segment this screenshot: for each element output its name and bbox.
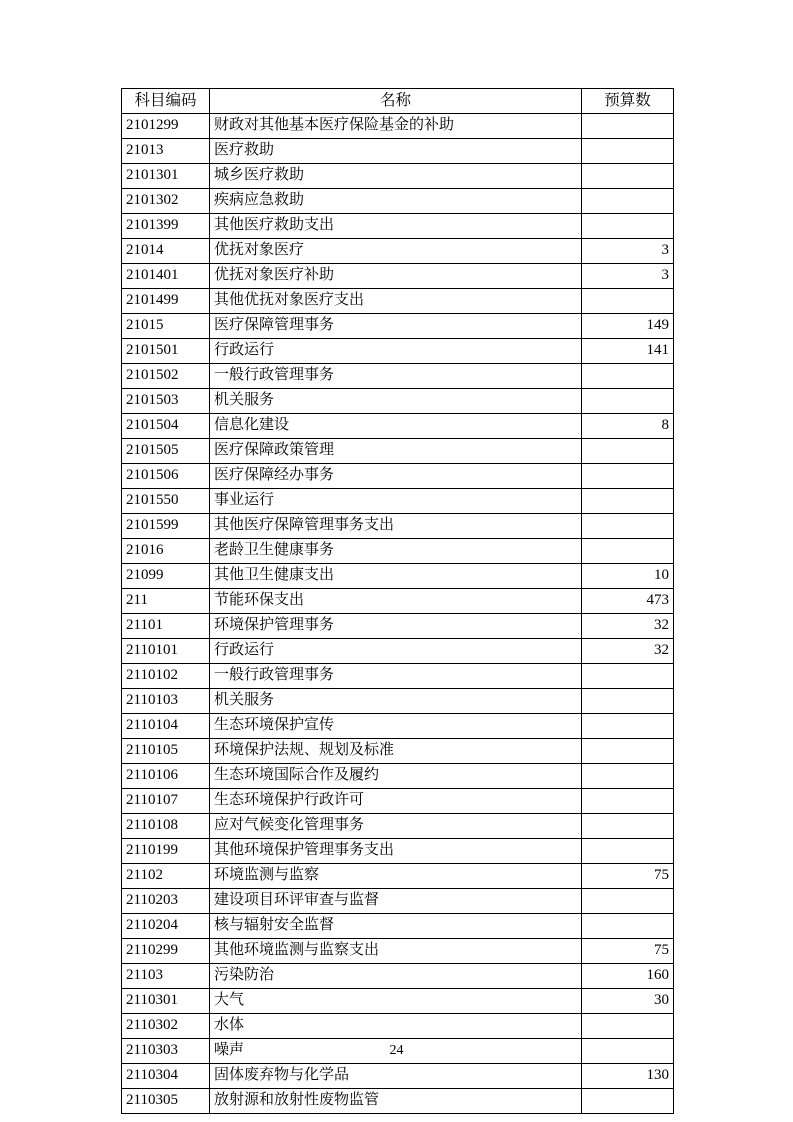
cell-code: 21101 — [122, 614, 210, 639]
table-row — [122, 539, 674, 564]
cell-name: 节能环保支出 — [210, 589, 582, 614]
cell-amount: 75 — [582, 939, 674, 964]
cell-code: 2110204 — [122, 914, 210, 939]
table-row — [122, 939, 674, 964]
cell-name: 环境保护法规、规划及标准 — [210, 739, 582, 764]
cell-amount — [582, 539, 674, 564]
cell-name: 医疗保障经办事务 — [210, 464, 582, 489]
cell-amount: 8 — [582, 414, 674, 439]
cell-amount — [582, 439, 674, 464]
cell-name: 优抚对象医疗 — [210, 239, 582, 264]
cell-code: 2101499 — [122, 289, 210, 314]
cell-name: 噪声 — [210, 1039, 582, 1064]
cell-code: 2101302 — [122, 189, 210, 214]
table-row — [122, 889, 674, 914]
table-row — [122, 514, 674, 539]
cell-code: 2110305 — [122, 1089, 210, 1114]
table-row — [122, 839, 674, 864]
cell-amount — [582, 139, 674, 164]
cell-code: 2101506 — [122, 464, 210, 489]
cell-name: 一般行政管理事务 — [210, 664, 582, 689]
cell-amount: 75 — [582, 864, 674, 889]
table-body — [122, 114, 674, 1114]
cell-code: 2101299 — [122, 114, 210, 139]
table-row — [122, 464, 674, 489]
table-row — [122, 739, 674, 764]
cell-name: 其他医疗救助支出 — [210, 214, 582, 239]
table-header — [122, 89, 674, 114]
cell-amount — [582, 514, 674, 539]
table-row — [122, 664, 674, 689]
cell-code: 2101301 — [122, 164, 210, 189]
cell-name: 信息化建设 — [210, 414, 582, 439]
table-row — [122, 264, 674, 289]
cell-name: 医疗保障政策管理 — [210, 439, 582, 464]
cell-amount — [582, 189, 674, 214]
table-row — [122, 314, 674, 339]
table-row — [122, 764, 674, 789]
cell-code: 21016 — [122, 539, 210, 564]
cell-name: 城乡医疗救助 — [210, 164, 582, 189]
cell-amount: 141 — [582, 339, 674, 364]
cell-code: 2101401 — [122, 264, 210, 289]
cell-name: 其他医疗保障管理事务支出 — [210, 514, 582, 539]
cell-name: 机关服务 — [210, 689, 582, 714]
cell-amount — [582, 489, 674, 514]
table-row — [122, 239, 674, 264]
cell-amount — [582, 389, 674, 414]
budget-table-container — [121, 88, 673, 1114]
table-row — [122, 789, 674, 814]
cell-amount — [582, 364, 674, 389]
table-row — [122, 439, 674, 464]
column-header-code: 科目编码 — [122, 89, 210, 114]
table-row — [122, 489, 674, 514]
cell-name: 其他环境保护管理事务支出 — [210, 839, 582, 864]
cell-amount — [582, 1089, 674, 1114]
budget-table — [121, 88, 674, 1114]
cell-name: 医疗救助 — [210, 139, 582, 164]
table-row — [122, 589, 674, 614]
cell-code: 2110101 — [122, 639, 210, 664]
cell-name: 行政运行 — [210, 339, 582, 364]
table-row — [122, 414, 674, 439]
table-row — [122, 214, 674, 239]
cell-amount: 149 — [582, 314, 674, 339]
cell-amount — [582, 289, 674, 314]
table-row — [122, 114, 674, 139]
cell-code: 2101599 — [122, 514, 210, 539]
cell-amount — [582, 889, 674, 914]
table-row — [122, 689, 674, 714]
table-row — [122, 1064, 674, 1089]
cell-name: 建设项目环评审查与监督 — [210, 889, 582, 914]
cell-code: 2110105 — [122, 739, 210, 764]
table-row — [122, 164, 674, 189]
cell-name: 大气 — [210, 989, 582, 1014]
table-row — [122, 914, 674, 939]
cell-code: 21103 — [122, 964, 210, 989]
table-row — [122, 864, 674, 889]
cell-code: 21102 — [122, 864, 210, 889]
cell-name: 水体 — [210, 1014, 582, 1039]
cell-name: 生态环境国际合作及履约 — [210, 764, 582, 789]
cell-amount: 3 — [582, 239, 674, 264]
cell-code: 2101502 — [122, 364, 210, 389]
cell-code: 2110299 — [122, 939, 210, 964]
cell-code: 2110203 — [122, 889, 210, 914]
cell-code: 21013 — [122, 139, 210, 164]
cell-code: 2101505 — [122, 439, 210, 464]
cell-amount — [582, 839, 674, 864]
cell-code: 2110301 — [122, 989, 210, 1014]
cell-name: 其他环境监测与监察支出 — [210, 939, 582, 964]
cell-code: 2110107 — [122, 789, 210, 814]
cell-name: 其他卫生健康支出 — [210, 564, 582, 589]
column-header-amount: 预算数 — [582, 89, 674, 114]
cell-name: 污染防治 — [210, 964, 582, 989]
table-row — [122, 564, 674, 589]
cell-code: 21099 — [122, 564, 210, 589]
cell-amount: 10 — [582, 564, 674, 589]
cell-amount — [582, 739, 674, 764]
cell-amount: 473 — [582, 589, 674, 614]
table-row — [122, 989, 674, 1014]
cell-amount — [582, 214, 674, 239]
table-row — [122, 614, 674, 639]
cell-amount: 160 — [582, 964, 674, 989]
cell-name: 生态环境保护宣传 — [210, 714, 582, 739]
cell-name: 生态环境保护行政许可 — [210, 789, 582, 814]
cell-name: 核与辐射安全监督 — [210, 914, 582, 939]
cell-amount — [582, 164, 674, 189]
cell-amount — [582, 664, 674, 689]
cell-amount: 32 — [582, 614, 674, 639]
cell-name: 固体废弃物与化学品 — [210, 1064, 582, 1089]
cell-amount — [582, 789, 674, 814]
table-row — [122, 1014, 674, 1039]
table-row — [122, 364, 674, 389]
cell-amount: 30 — [582, 989, 674, 1014]
table-row — [122, 714, 674, 739]
table-row — [122, 639, 674, 664]
cell-name: 放射源和放射性废物监管 — [210, 1089, 582, 1114]
table-row — [122, 289, 674, 314]
table-row — [122, 139, 674, 164]
cell-name: 老龄卫生健康事务 — [210, 539, 582, 564]
cell-code: 2101399 — [122, 214, 210, 239]
cell-amount: 3 — [582, 264, 674, 289]
cell-name: 其他优抚对象医疗支出 — [210, 289, 582, 314]
cell-name: 环境监测与监察 — [210, 864, 582, 889]
cell-name: 优抚对象医疗补助 — [210, 264, 582, 289]
cell-code: 2110303 — [122, 1039, 210, 1064]
cell-name: 环境保护管理事务 — [210, 614, 582, 639]
cell-code: 2101550 — [122, 489, 210, 514]
cell-code: 21014 — [122, 239, 210, 264]
cell-code: 2110103 — [122, 689, 210, 714]
cell-amount: 32 — [582, 639, 674, 664]
table-row — [122, 964, 674, 989]
cell-code: 2110104 — [122, 714, 210, 739]
table-row — [122, 389, 674, 414]
page-number: 24 — [389, 1043, 404, 1058]
cell-code: 2101504 — [122, 414, 210, 439]
cell-name: 一般行政管理事务 — [210, 364, 582, 389]
cell-name: 医疗保障管理事务 — [210, 314, 582, 339]
cell-code: 2101501 — [122, 339, 210, 364]
cell-name: 事业运行 — [210, 489, 582, 514]
cell-code: 2101503 — [122, 389, 210, 414]
cell-code: 2110302 — [122, 1014, 210, 1039]
cell-code: 2110102 — [122, 664, 210, 689]
cell-code: 211 — [122, 589, 210, 614]
cell-amount — [582, 764, 674, 789]
table-row — [122, 814, 674, 839]
table-row — [122, 1089, 674, 1114]
cell-code: 2110304 — [122, 1064, 210, 1089]
column-header-name: 名称 — [210, 89, 582, 114]
cell-amount — [582, 814, 674, 839]
cell-amount — [582, 464, 674, 489]
table-header-row — [122, 89, 674, 114]
cell-amount — [582, 1014, 674, 1039]
cell-amount — [582, 689, 674, 714]
table-row — [122, 189, 674, 214]
cell-name: 应对气候变化管理事务 — [210, 814, 582, 839]
table-row — [122, 339, 674, 364]
cell-amount — [582, 114, 674, 139]
cell-amount: 130 — [582, 1064, 674, 1089]
cell-code: 2110106 — [122, 764, 210, 789]
cell-code: 2110199 — [122, 839, 210, 864]
cell-name: 行政运行 — [210, 639, 582, 664]
cell-amount — [582, 714, 674, 739]
cell-code: 2110108 — [122, 814, 210, 839]
cell-name: 财政对其他基本医疗保险基金的补助 — [210, 114, 582, 139]
cell-code: 21015 — [122, 314, 210, 339]
cell-name: 疾病应急救助 — [210, 189, 582, 214]
cell-name: 机关服务 — [210, 389, 582, 414]
cell-amount — [582, 914, 674, 939]
